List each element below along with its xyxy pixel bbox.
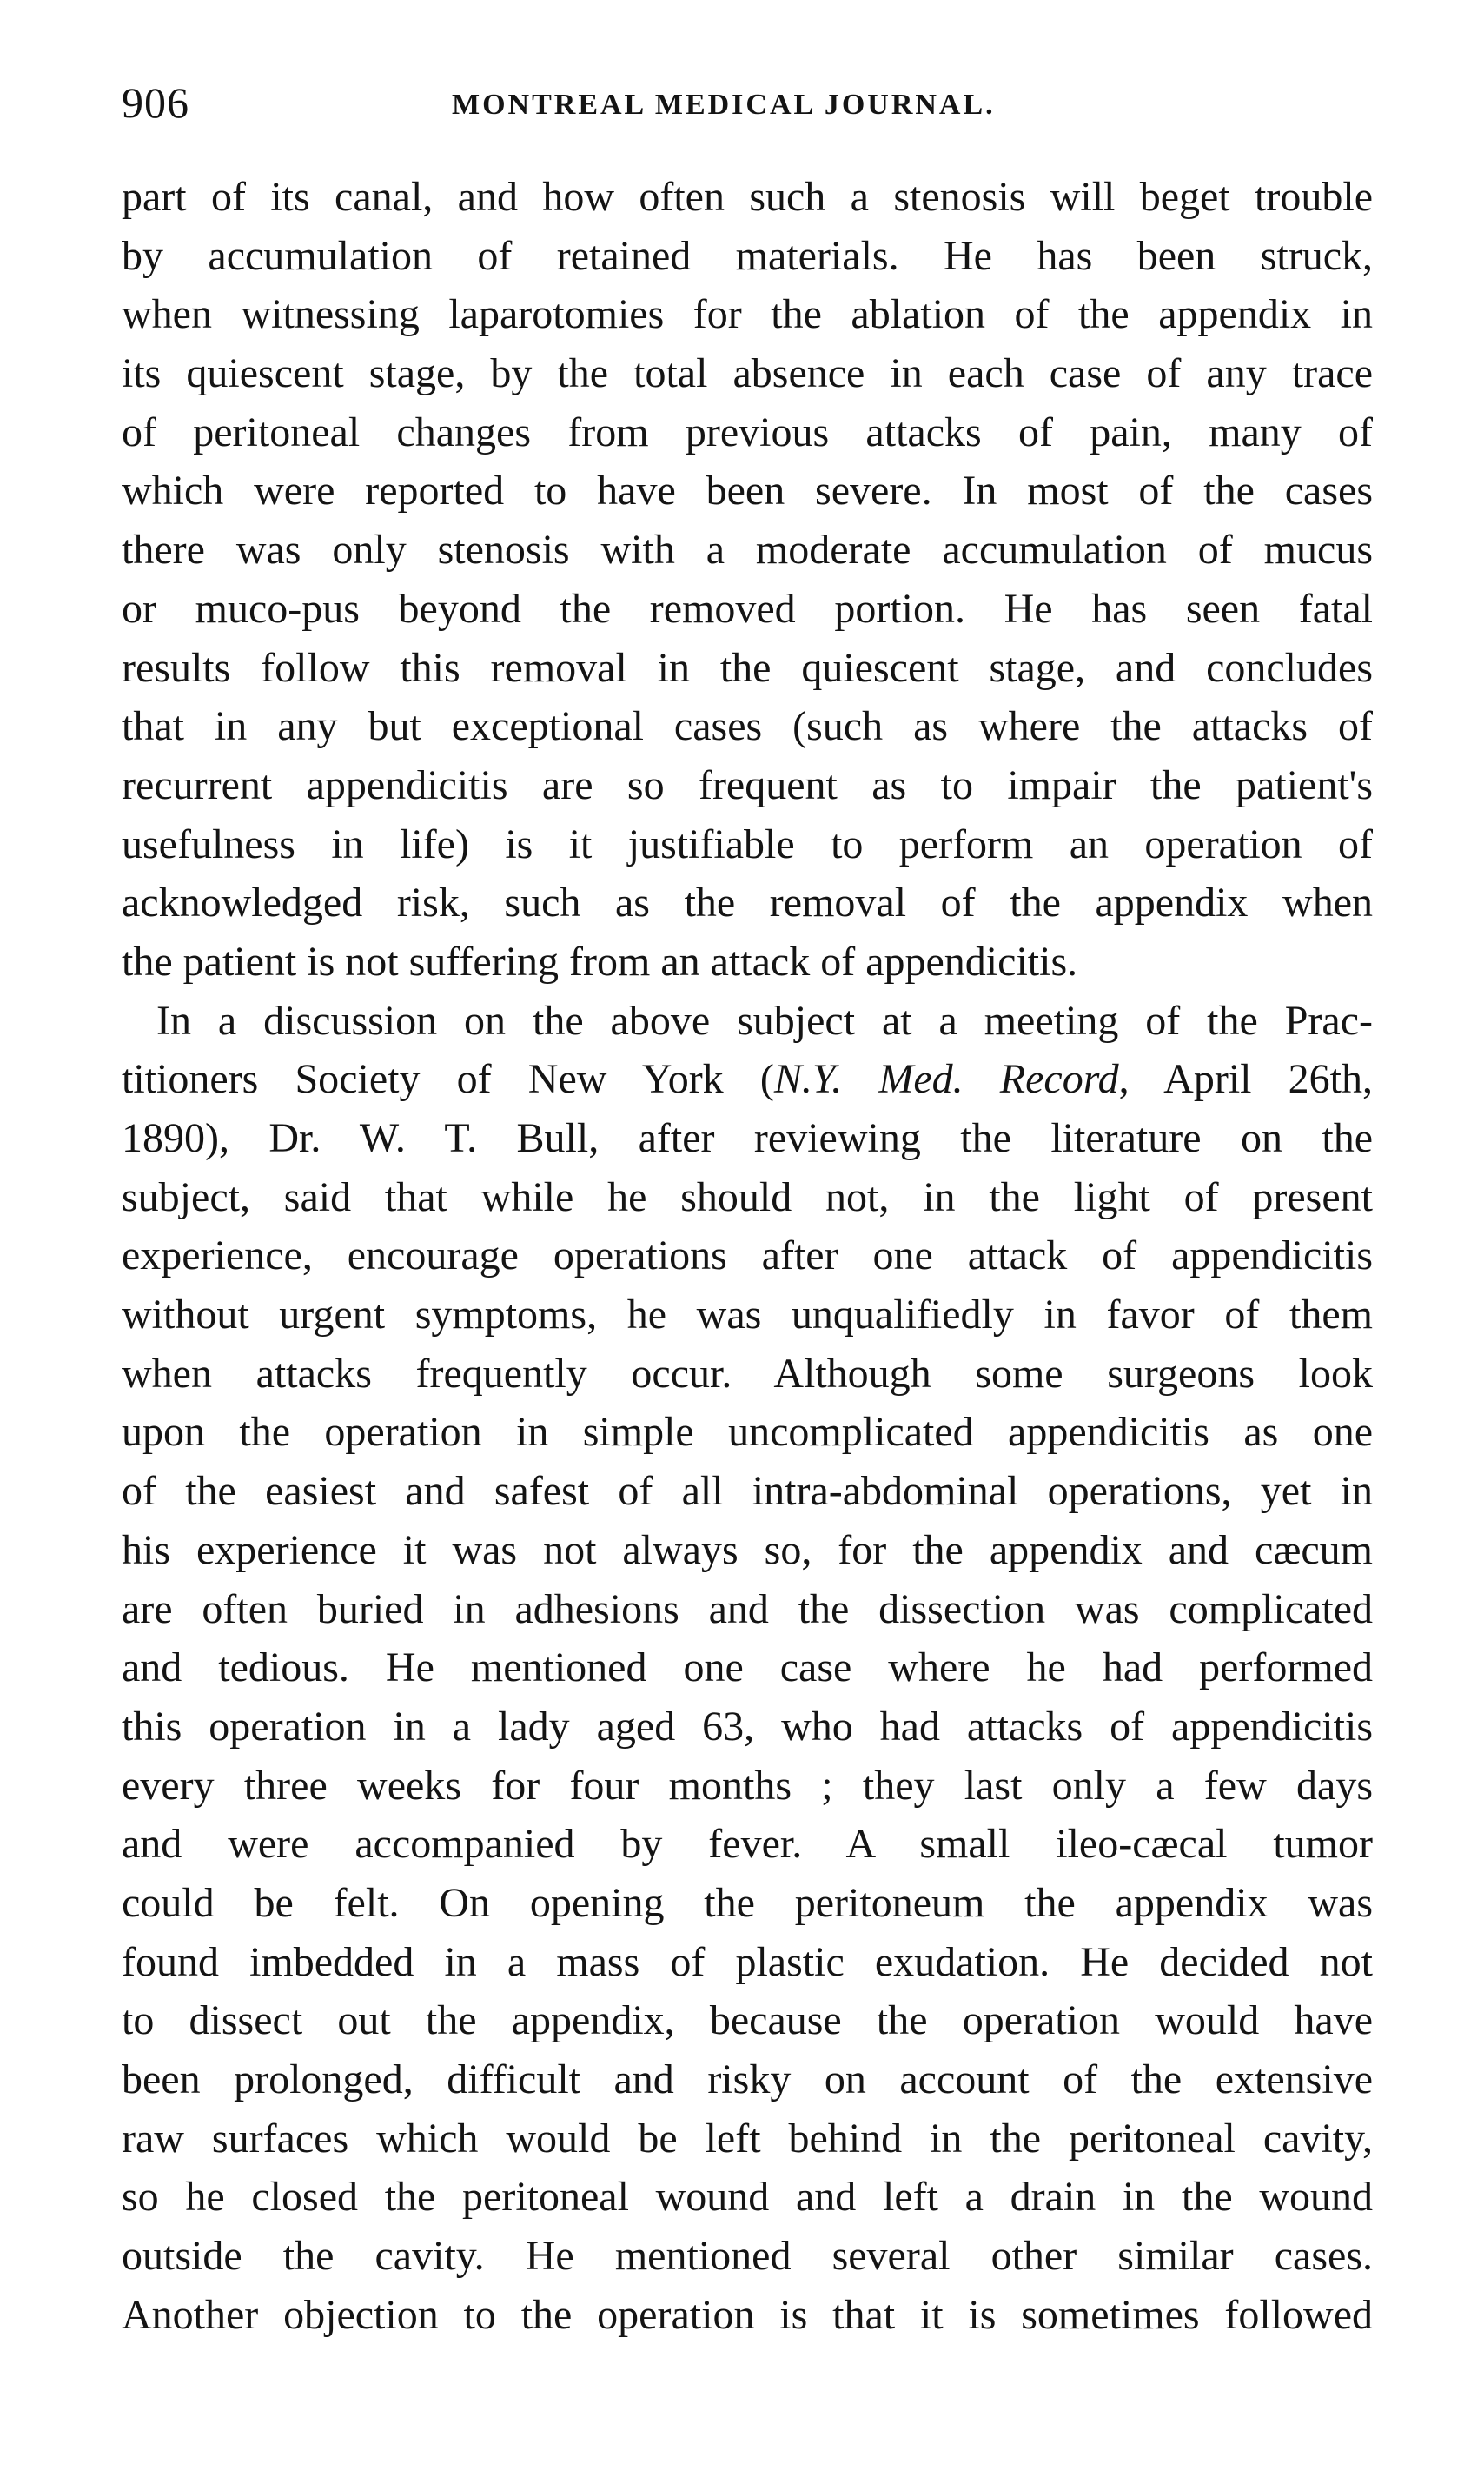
text-line: this operation in a lady aged 63, who had attacks of appendicitis xyxy=(122,1703,1373,1750)
text-line-citation xyxy=(122,1050,1373,1109)
text-line: part of its canal, and how often such a stenosis will beget trouble xyxy=(122,174,1373,220)
text-line: by accumulation of retained materials. He has been struck, xyxy=(122,232,1373,279)
text-line: are often buried in adhesions and the dissection was complicated xyxy=(122,1585,1373,1632)
text-line: usefulness in life) is it justifiable to perform an operation of xyxy=(122,820,1373,867)
text-line: his experience it was not always so, for the appendix and cæcum xyxy=(122,1526,1373,1573)
text-line: of the easiest and safest of all intra-abdominal operations, yet in xyxy=(122,1468,1373,1515)
text-line: that in any but exceptional cases (such as where the attacks of xyxy=(122,703,1373,750)
text-line: been prolonged, difficult and risky on account of the extensive xyxy=(122,2056,1373,2102)
text-line: 1890), Dr. W. T. Bull, after reviewing the literature on the xyxy=(122,1115,1373,1161)
text-line: of peritoneal changes from previous attacks of pain, many of xyxy=(122,408,1373,455)
journal-title: N.Y. Med. Record xyxy=(773,1056,1119,1103)
text-line: recurrent appendicitis are so frequent as to impair the patient's xyxy=(122,761,1373,808)
body-text xyxy=(122,168,1373,2344)
text-line: or muco-pus beyond the removed portion. He has seen fatal xyxy=(122,585,1373,632)
text-line: and tedious. He mentioned one case where he had performed xyxy=(122,1644,1373,1691)
text-line: when witnessing laparotomies for the ablation of the appendix in xyxy=(122,291,1373,338)
text-line: and were accompanied by fever. A small ileo-cæcal tumor xyxy=(122,1821,1373,1868)
running-head: MONTREAL MEDICAL JOURNAL. xyxy=(452,89,996,121)
citation-suffix: , April 26th, xyxy=(1118,1056,1374,1103)
text-line: upon the operation in simple uncomplicated appendicitis as one xyxy=(122,1409,1373,1456)
text-line: found imbedded in a mass of plastic exudation. He decided not xyxy=(122,1938,1373,1985)
text-line: experience, encourage operations after one attack of appendicitis xyxy=(122,1232,1373,1279)
text-line: raw surfaces which would be left behind in the peritoneal cavity, xyxy=(122,2115,1373,2162)
text-line: without urgent symptoms, he was unqualifiedly in favor of them xyxy=(122,1292,1373,1338)
text-line: could be felt. On opening the peritoneum the appendix was xyxy=(122,1879,1373,1926)
text-line: so he closed the peritoneal wound and left a drain in the wound xyxy=(122,2174,1373,2221)
text-line: acknowledged risk, such as the removal of the appendix when xyxy=(122,880,1373,927)
text-line: Another objection to the operation is that it is sometimes followed xyxy=(122,2291,1373,2338)
text-line: results follow this removal in the quiescent stage, and concludes xyxy=(122,644,1373,691)
text-line: the patient is not suffering from an attack of appendicitis. xyxy=(122,938,1078,985)
text-line: subject, said that while he should not, in the light of present xyxy=(122,1173,1373,1220)
page-number: 906 xyxy=(122,78,189,127)
text-line: its quiescent stage, by the total absence in each case of any trace xyxy=(122,350,1373,397)
text-line: when attacks frequently occur. Although some surgeons look xyxy=(122,1350,1373,1397)
text-line: outside the cavity. He mentioned several other similar cases. xyxy=(122,2233,1373,2280)
text-line: In a discussion on the above subject at a meeting of the Prac- xyxy=(156,997,1373,1044)
text-line: to dissect out the appendix, because the operation would have xyxy=(122,1997,1373,2044)
text-line: there was only stenosis with a moderate accumulation of mucus xyxy=(122,527,1373,574)
text-line: every three weeks for four months ; they last only a few days xyxy=(122,1762,1373,1809)
citation-prefix: titioners Society of New York ( xyxy=(122,1056,774,1103)
text-line: which were reported to have been severe. In most of the cases xyxy=(122,468,1373,515)
page-header xyxy=(122,76,1373,129)
